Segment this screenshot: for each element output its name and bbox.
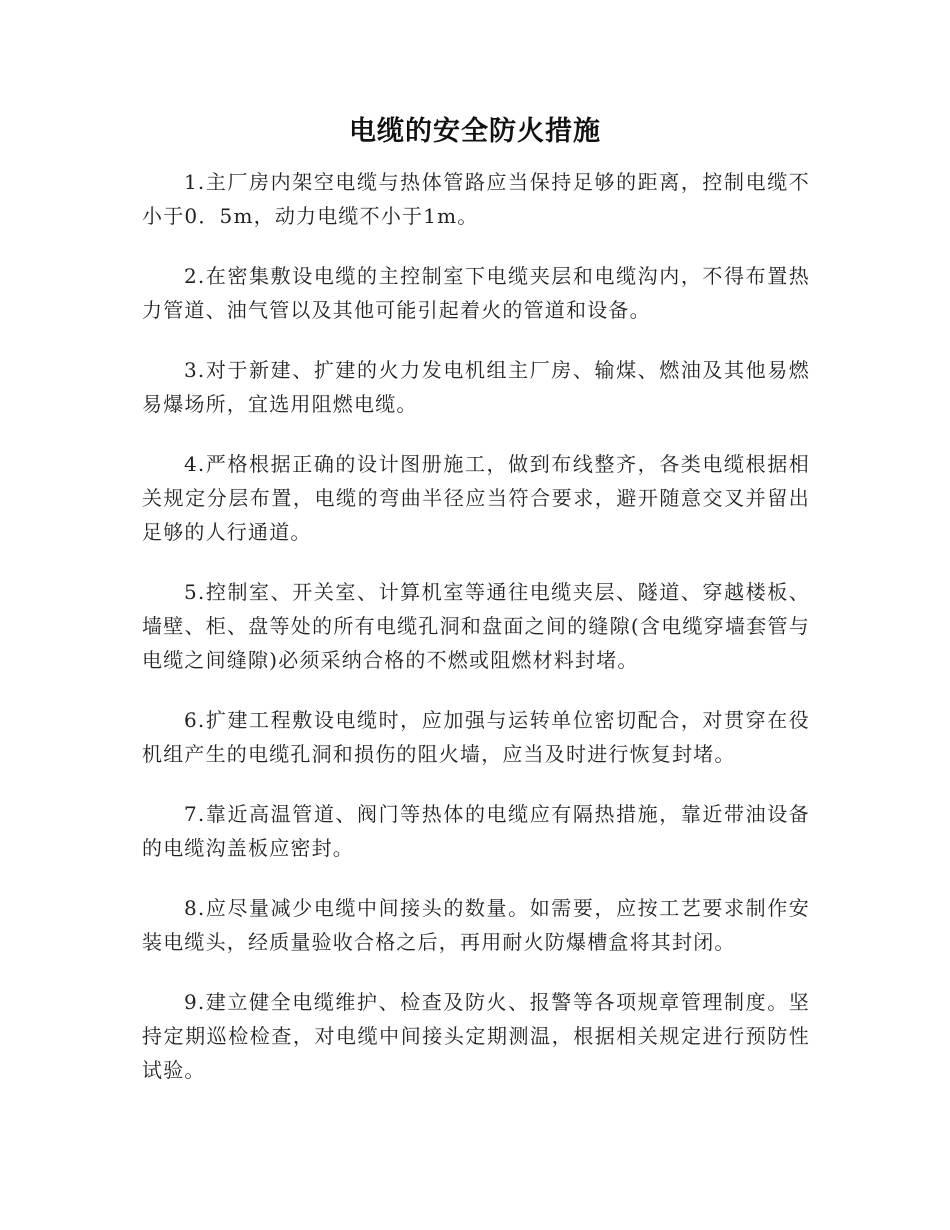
paragraph-5: 5.控制室、开关室、计算机室等通往电缆夹层、隧道、穿越楼板、墙壁、柜、盘等处的所有电缆孔洞和盘面之间的缝隙(含电缆穿墙套管与电缆之间缝隙)必须采纳合格的不燃或阻燃材料封堵。 [142,580,810,672]
paragraph-8: 8.应尽量减少电缆中间接头的数量。如需要，应按工艺要求制作安装电缆头，经质量验收合格之后，再用耐火防爆槽盒将其封闭。 [142,896,810,954]
paragraph-6: 6.扩建工程敷设电缆时，应加强与运转单位密切配合，对贯穿在役机组产生的电缆孔洞和损伤的阻火墙，应当及时进行恢复封堵。 [142,708,810,766]
paragraph-4: 4.严格根据正确的设计图册施工，做到布线整齐，各类电缆根据相关规定分层布置，电缆的弯曲半径应当符合要求，避开随意交叉并留出足够的人行通道。 [142,452,810,544]
paragraph-9: 9.建立健全电缆维护、检查及防火、报警等各项规章管理制度。坚持定期巡检检查，对电缆中间接头定期测温，根据相关规定进行预防性试验。 [142,990,810,1082]
paragraph-1: 1.主厂房内架空电缆与热体管路应当保持足够的距离，控制电缆不小于0．5m，动力电缆不小于1m。 [142,170,810,228]
document-title: 电缆的安全防火措施 [349,116,601,147]
paragraph-3: 3.对于新建、扩建的火力发电机组主厂房、输煤、燃油及其他易燃易爆场所，宜选用阻燃电缆。 [142,358,810,416]
paragraph-7: 7.靠近高温管道、阀门等热体的电缆应有隔热措施，靠近带油设备的电缆沟盖板应密封。 [142,802,810,860]
paragraph-2: 2.在密集敷设电缆的主控制室下电缆夹层和电缆沟内，不得布置热力管道、油气管以及其他可能引起着火的管道和设备。 [142,264,810,322]
document-body [142,165,810,1113]
